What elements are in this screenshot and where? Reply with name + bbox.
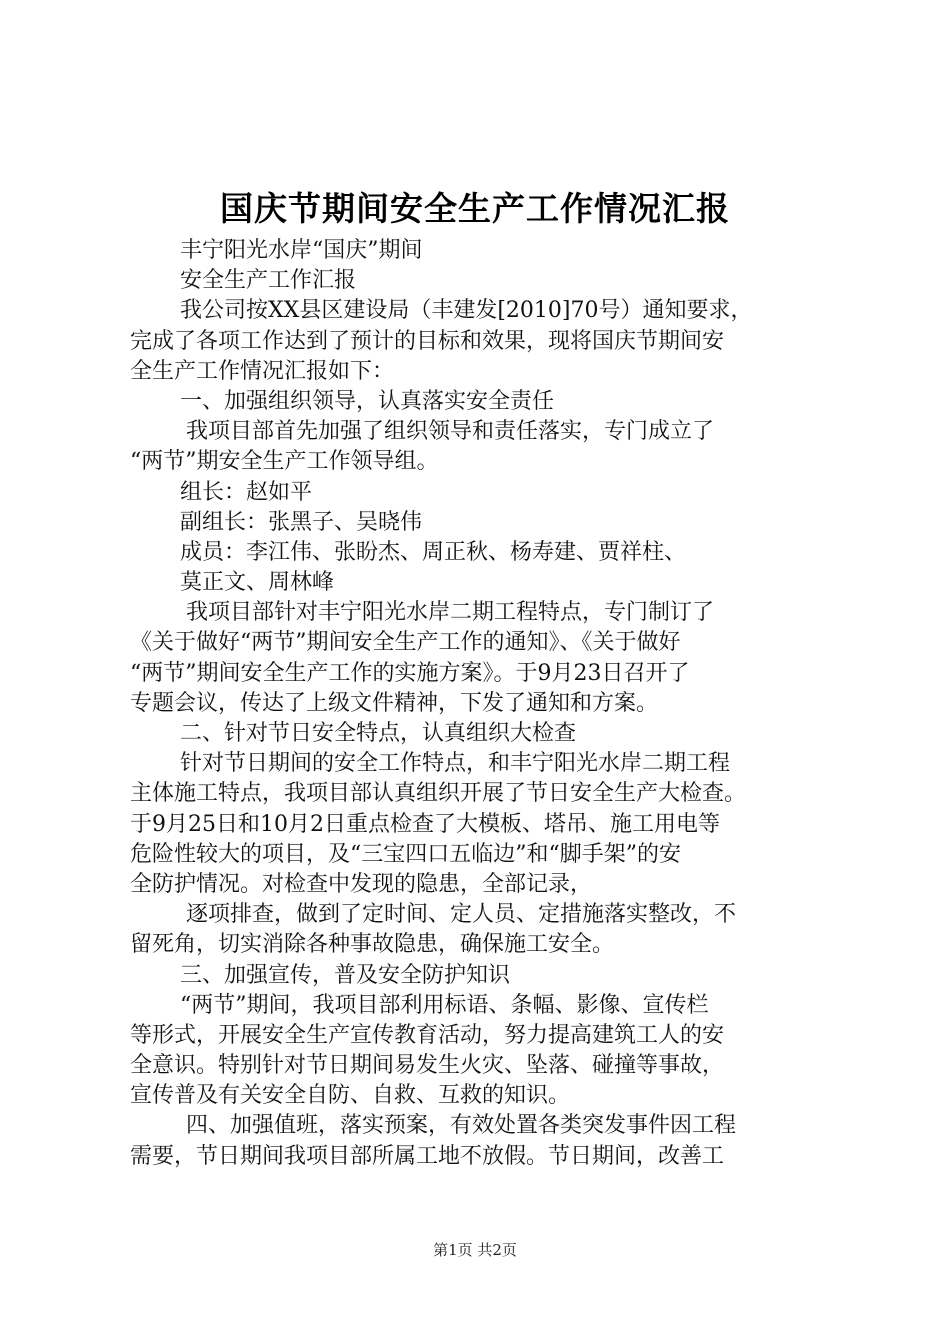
text-line: 完成了各项工作达到了预计的目标和效果，现将国庆节期间安	[130, 328, 725, 354]
text-line: 等形式，开展安全生产宣传教育活动，努力提高建筑工人的安	[130, 1022, 725, 1048]
text-line: “两节”期间，我项目部利用标语、条幅、影像、宣传栏	[180, 992, 709, 1018]
text-line: 组长：赵如平	[180, 479, 313, 505]
text-line: 全防护情况。对检查中发现的隐患，全部记录，	[130, 871, 593, 897]
text-line: 专题会议，传达了上级文件精神，下发了通知和方案。	[130, 690, 659, 716]
text-line: 我项目部针对丰宁阳光水岸二期工程特点，专门制订了	[186, 600, 715, 626]
text-line: 我项目部首先加强了组织领导和责任落实，专门成立了	[186, 419, 715, 445]
document-body	[130, 236, 830, 1172]
text-line: 逐项排查，做到了定时间、定人员、定措施落实整改，不	[186, 902, 737, 928]
text-line: 《关于做好“两节”期间安全生产工作的通知》、《关于做好	[130, 630, 681, 656]
text-line: 宣传普及有关安全自防、自救、互救的知识。	[130, 1083, 571, 1109]
text-line: 安全生产工作汇报	[180, 268, 357, 294]
text-line: 全生产工作情况汇报如下：	[130, 358, 395, 384]
text-line: “两节”期安全生产工作领导组。	[130, 449, 439, 475]
text-line: 丰宁阳光水岸“国庆”期间	[180, 238, 423, 263]
text-line: “两节”期间安全生产工作的实施方案》。于9月23日召开了	[130, 660, 690, 686]
text-line: 留死角，切实消除各种事故隐患，确保施工安全。	[130, 932, 615, 958]
page-number: 第1页 共2页	[433, 1241, 517, 1259]
text-line: 我公司按XX县区建设局（丰建发[2010]70号）通知要求，	[180, 298, 753, 324]
section-heading: 二、针对节日安全特点，认真组织大检查	[180, 721, 577, 746]
section-heading: 四、加强值班，落实预案，有效处置各类突发事件因工程	[186, 1113, 737, 1139]
document-title: 国庆节期间安全生产工作情况汇报	[220, 189, 730, 228]
section-heading: 三、加强宣传，普及安全防护知识	[180, 962, 511, 988]
text-line: 针对节日期间的安全工作特点，和丰宁阳光水岸二期工程	[180, 751, 731, 777]
text-line: 副组长：张黑子、吴晓伟	[180, 509, 423, 535]
text-line: 成员：李江伟、张盼杰、周正秋、杨寿建、贾祥柱、	[180, 539, 687, 565]
text-line: 主体施工特点，我项目部认真组织开展了节日安全生产大检查。	[130, 781, 747, 807]
text-line: 于9月25日和10月2日重点检查了大模板、塔吊、施工用电等	[130, 811, 720, 837]
text-line: 全意识。特别针对节日期间易发生火灾、坠落、碰撞等事故，	[130, 1053, 725, 1079]
text-line: 需要，节日期间我项目部所属工地不放假。节日期间，改善工	[130, 1143, 725, 1169]
text-line: 危险性较大的项目，及“三宝四口五临边”和“脚手架”的安	[130, 841, 681, 867]
text-line: 莫正文、周林峰	[180, 570, 335, 596]
section-heading: 一、加强组织领导，认真落实安全责任	[180, 388, 555, 414]
